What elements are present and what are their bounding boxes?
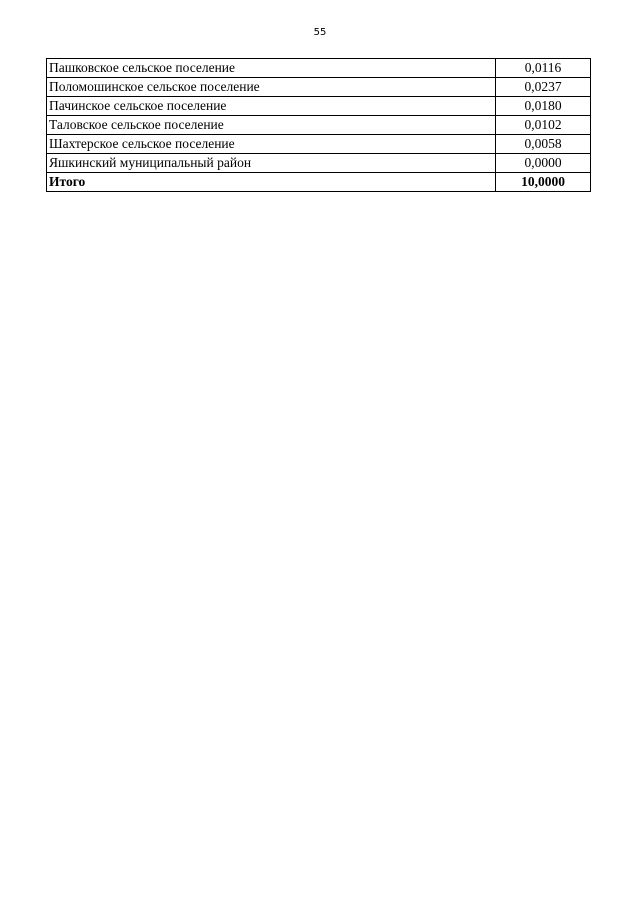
row-value: 0,0058 [496,135,591,154]
table-row [47,97,591,116]
row-name: Шахтерское сельское поселение [47,135,496,154]
row-name: Пачинское сельское поселение [47,97,496,116]
distribution-table [46,58,591,192]
row-value: 0,0180 [496,97,591,116]
total-label: Итого [47,173,496,192]
row-value: 0,0102 [496,116,591,135]
row-name: Пашковское сельское поселение [47,59,496,78]
table-row [47,78,591,97]
table-row [47,135,591,154]
total-row [47,173,591,192]
row-value: 0,0237 [496,78,591,97]
row-name: Таловское сельское поселение [47,116,496,135]
total-value: 10,0000 [496,173,591,192]
table-row [47,154,591,173]
table-row [47,116,591,135]
page-number: 55 [313,27,327,38]
row-value: 0,0000 [496,154,591,173]
row-name: Яшкинский муниципальный район [47,154,496,173]
row-name: Поломошинское сельское поселение [47,78,496,97]
row-value: 0,0116 [496,59,591,78]
table-row [47,59,591,78]
